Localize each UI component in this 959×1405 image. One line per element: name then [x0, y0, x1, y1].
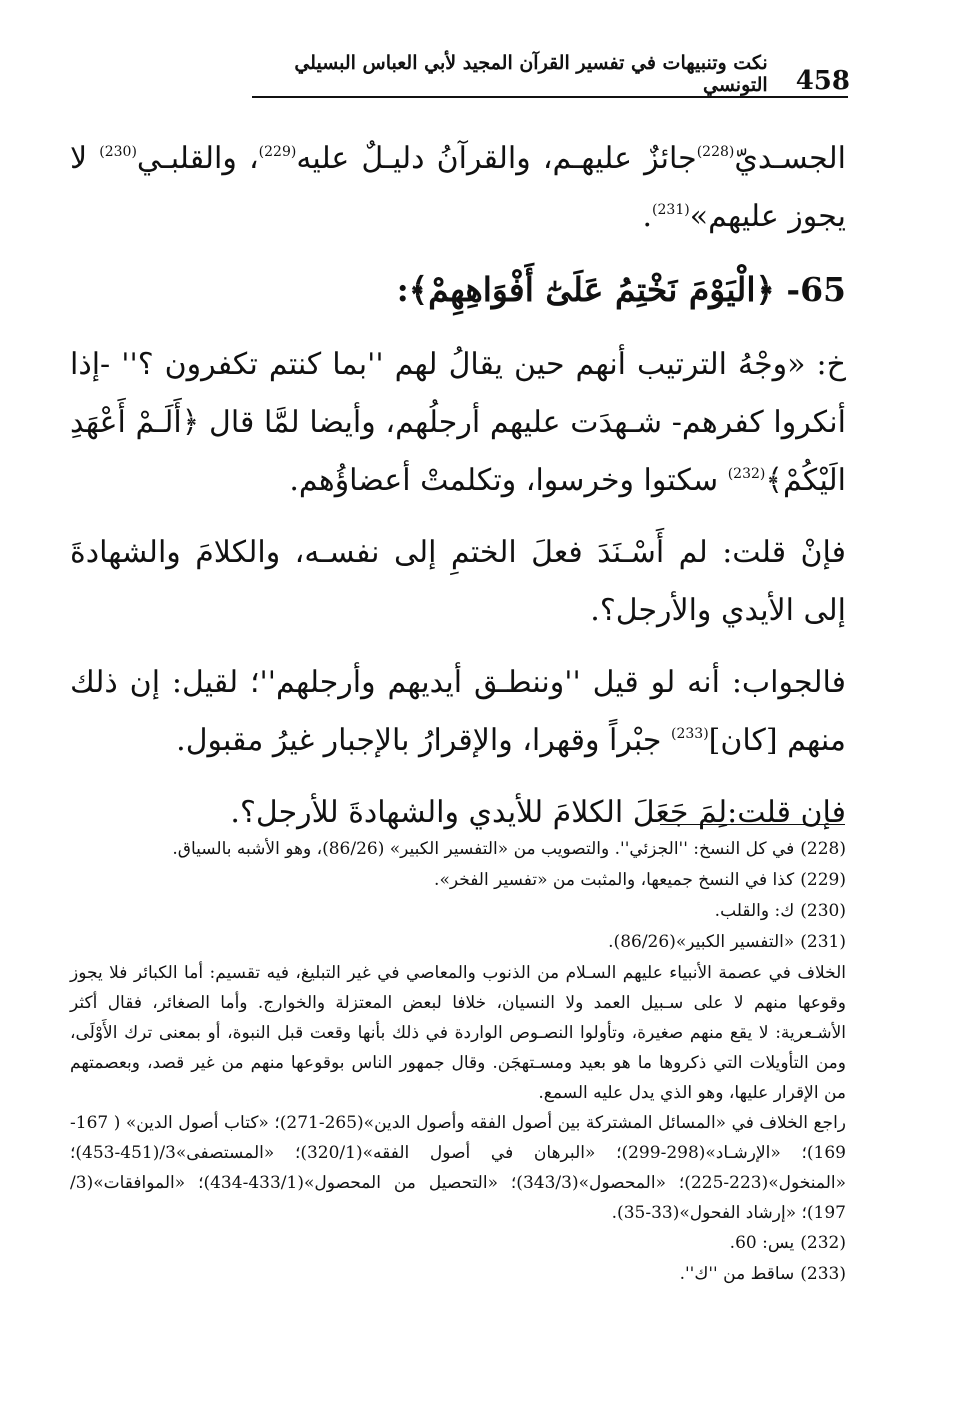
p2-text-a: خ: «وجْهُ الترتيب أنهم حين يقالُ لهم ''بما كنتم تكفرون ؟'' -إذا أنكروا كفرهم- شـهدَت عليهم أرجلُهم، وأيضا لمَّا قال ﴿أَلَـمْ أَعْهَدِ الَيْكُمْ﴾	[70, 347, 846, 498]
footnotes	[70, 834, 846, 1290]
p1-text-d: لا يجوز عليهم»	[70, 141, 846, 234]
running-title: نكت وتنبيهات في تفسير القرآن المجيد لأبي العباس البسيلي التونسي	[294, 52, 768, 96]
footnote-text: ك: والقلب.	[714, 901, 795, 921]
paragraph-4	[70, 654, 846, 770]
footnote-ref-230[interactable]: (230)	[99, 144, 137, 160]
footnote-number: (228)	[800, 839, 846, 859]
footnote-number: (230)	[800, 901, 846, 921]
paragraph-1	[70, 130, 846, 246]
page-number: 458	[795, 66, 850, 96]
footnote-229	[70, 865, 846, 896]
footnote-divider	[660, 824, 845, 825]
footnote-228	[70, 834, 846, 865]
p1-text-e: .	[642, 199, 653, 234]
verse-heading: 65- ﴿الْيَوْمَ نَخْتِمُ عَلَىٰٓ أَفْوَاهِهِمْ﴾:	[396, 270, 846, 309]
footnote-text: ساقط من ''ك''.	[679, 1264, 795, 1284]
footnote-ref-229[interactable]: (229)	[258, 144, 297, 160]
footnote-ref-231[interactable]: (231)	[652, 202, 690, 218]
footnote-text: يس: 60.	[729, 1233, 795, 1253]
header-divider	[252, 96, 848, 98]
footnote-number: (231)	[800, 932, 846, 952]
footnote-number: (233)	[800, 1264, 846, 1284]
footnote-text: في كل النسخ: ''الجزئي''. والتصويب من «التفسير الكبير» (86/26)، وهو الأشبه بالسياق.	[172, 839, 795, 859]
p4-text-a: فالجواب: أنه لو قيل ''وننطـق أيديهم وأرجلهم''؛ لقيل: إن ذلك منهم [كان]	[70, 665, 846, 758]
paragraph-2	[70, 336, 846, 510]
footnote-230	[70, 896, 846, 927]
page-header	[250, 52, 850, 96]
footnote-231	[70, 927, 846, 958]
paragraph-5: فإن قلت:لِمَ جَعَلَ الكلامَ للأيدي والشهادةَ للأرجل؟.	[230, 795, 846, 830]
footnote-text: كذا في النسخ جميعها، والمثبت من «تفسير الفخر».	[434, 870, 795, 890]
footnote-232	[70, 1228, 846, 1259]
footnote-text: «التفسير الكبير»(86/26).	[608, 932, 795, 952]
footnote-number: (229)	[800, 870, 846, 890]
footnote-number: (232)	[800, 1233, 846, 1253]
p1-text-a: الجسـديّ	[734, 141, 846, 176]
footnote-231-references: راجع الخلاف في «المسائل المشتركة بين أصول الفقه وأصول الدين»(265-271)؛ «كتاب أصول الدين» ( 167-169)؛ «الإرشـاد»(298-299)؛ «البرهان في أصول الفقه»(320/1)؛ «المستصفى»3/(451-453)؛ «المنخول»(223-225)؛ «المحصول»(343/3)؛ «التحصيل من المحصول»(433/1-434)؛ «الموافقات»(3/ 197)؛ «إرشاد الفحول»(33-35).	[70, 1113, 846, 1223]
footnote-233	[70, 1259, 846, 1290]
footnote-ref-228[interactable]: (228)	[696, 144, 735, 160]
p1-text-c: ، والقلبـي	[136, 141, 259, 176]
paragraph-3: فإنْ قلت: لم أَسْـنَدَ فعلَ الختمِ إلى نفسـه، والكلامَ والشهادةَ إلى الأيدي والأرجل؟.	[70, 535, 846, 628]
p4-text-b: جبْراً وقهرا، والإقرارُ بالإجبار غيرُ مقبول.	[176, 723, 671, 758]
footnote-ref-233[interactable]: (233)	[671, 726, 709, 742]
footnote-ref-232[interactable]: (232)	[727, 466, 766, 482]
p1-text-b: جائزٌ عليهـم، والقرآنُ دليـلٌ عليه	[296, 141, 697, 176]
p2-text-b: سكتوا وخرسوا، وتكلمتْ أعضاؤُهم.	[289, 463, 728, 498]
footnote-231-discussion: الخلاف في عصمة الأنبياء عليهم السـلام من الذنوب والمعاصي في غير التبليغ، فيه تقسيم: أما الكبائر فلا يجوز وقوعها منهم لا على سـبيل العمد ولا النسيان، خلافا لبعض المعتزلة والخوارج. وأما الصغائر، فقال أكثر الأشـعرية: لا يقع منهم صغيرة، وتأولوا النصـوص الواردة في ذلك بأنها وقعت قبل النبوة، أو بمعنى ترك الأَوْلَى، ومن التأويلات التي ذكروها ما هو بعيد ومسـتهجَن. وقال جمهور الناس بوقوعها منهم من غير قصد، وبعصمتهم من الإقرار عليها، وهو الذي يدل عليه السمع.	[70, 963, 846, 1103]
main-text	[70, 130, 846, 856]
